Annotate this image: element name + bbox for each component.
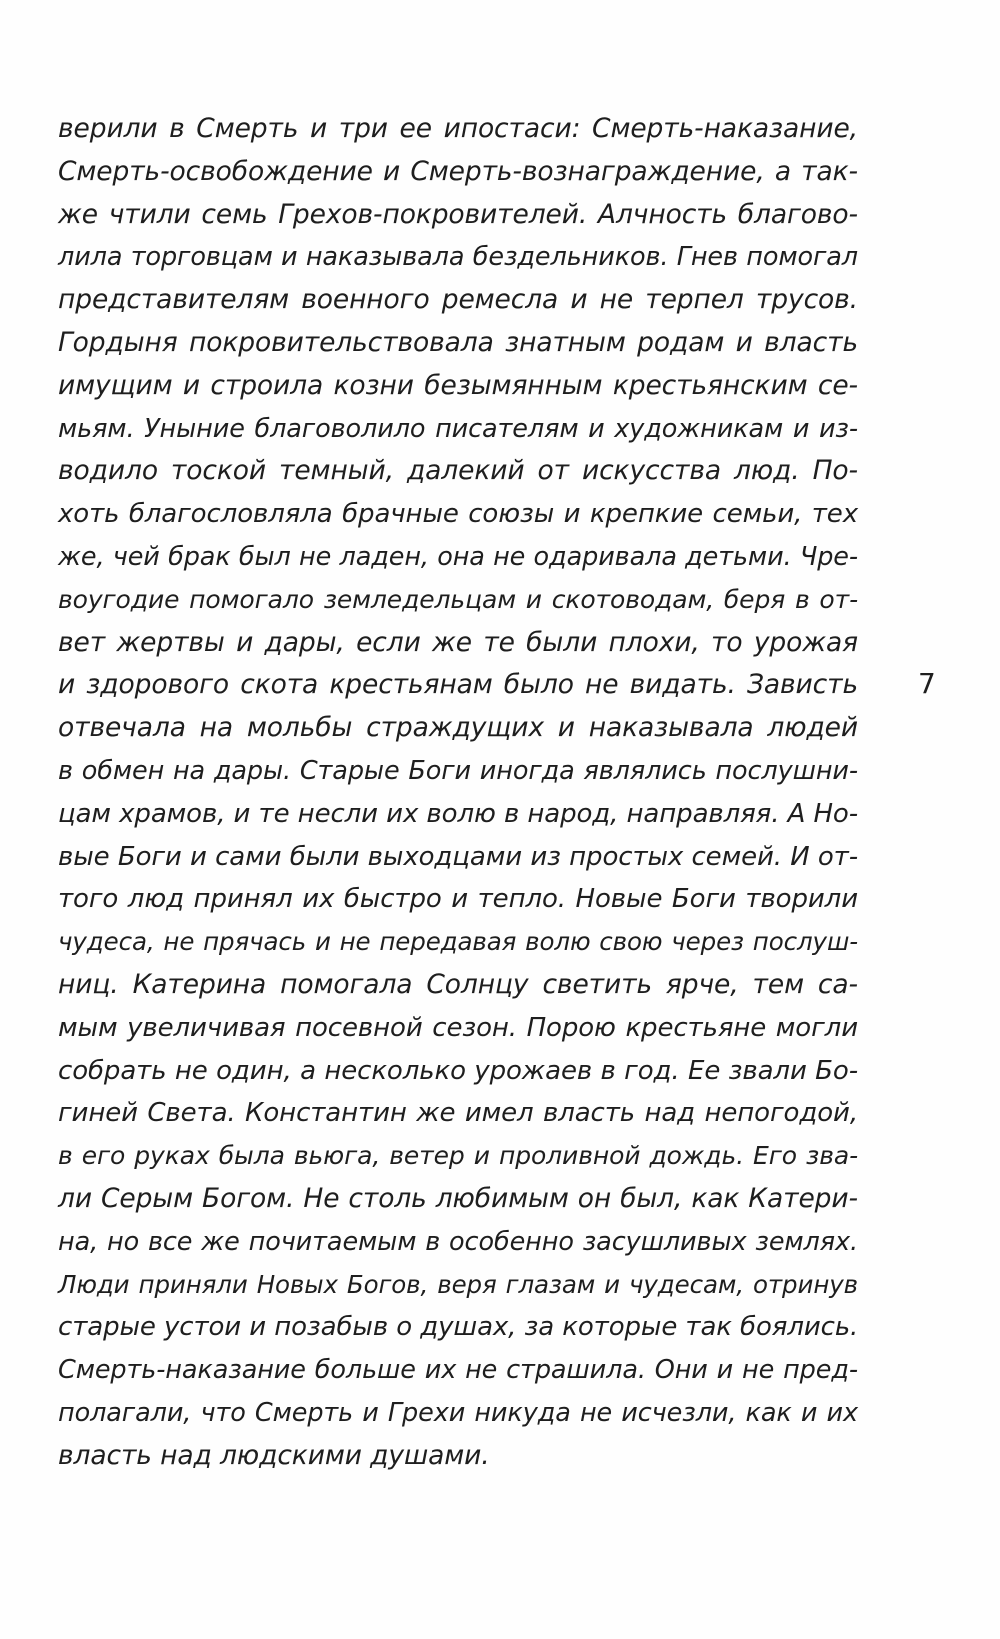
text-line: в обмен на дары. Старые Боги иногда являлись послушни- [58, 755, 858, 786]
text-line: Смерть-наказание больше их не страшила. Они и не пред- [58, 1355, 858, 1386]
text-line: власть над людскими душами. [58, 1439, 490, 1471]
text-line: имущим и строила козни безымянным крестьянским се- [58, 369, 858, 401]
text-line: цам храмов, и те несли их волю в народ, направляя. А Но- [58, 798, 858, 829]
text-line: старые устои и позабыв о душах, за которые так боялись. [58, 1312, 859, 1343]
text-line: отвечала на мольбы страждущих и наказывала людей [58, 712, 858, 744]
text-line: в его руках была вьюга, ветер и проливной дождь. Его зва- [58, 1141, 858, 1171]
text-line: водило тоской темный, далекий от искусства люд. По- [58, 455, 858, 487]
text-line: воугодие помогало земледельцам и скотоводам, беря в от- [58, 584, 858, 614]
page-number: 7 [918, 667, 936, 700]
text-line: Смерть-освобождение и Смерть-вознаграждение, а так- [58, 155, 858, 187]
text-line: представителям военного ремесла и не терпел трусов. [58, 284, 858, 316]
text-line: и здорового скота крестьянам было не видать. Зависть [58, 669, 858, 701]
text-line: хоть благословляла брачные союзы и крепкие семьи, тех [58, 499, 858, 530]
text-line: Люди приняли Новых Богов, веря глазам и чудесам, отринув [58, 1269, 858, 1299]
text-line: лила торговцам и наказывала бездельников. Гнев помогал [58, 242, 858, 273]
text-line: же, чей брак был не ладен, она не одаривала детьми. Чре- [58, 541, 858, 572]
text-line: вые Боги и сами были выходцами из простых семей. И от- [58, 841, 858, 872]
body-text [58, 108, 858, 1478]
text-line: гиней Света. Константин же имел власть над непогодой, [58, 1098, 858, 1129]
text-line: Гордыня покровительствовала знатным родам и власть [58, 326, 858, 358]
text-line: ниц. Катерина помогала Солнцу светить ярче, тем са- [58, 968, 858, 1000]
text-line: верили в Смерть и три ее ипостаси: Смерть-наказание, [58, 113, 858, 144]
text-line: того люд принял их быстро и тепло. Новые Боги творили [58, 884, 858, 915]
text-line: полагали, что Смерть и Грехи никуда не исчезли, как и их [58, 1397, 858, 1428]
text-line: же чтили семь Грехов-покровителей. Алчность благово- [58, 198, 858, 230]
text-line: собрать не один, а несколько урожаев в год. Ее звали Бо- [58, 1055, 858, 1086]
text-line: на, но все же почитаемым в особенно засушливых землях. [58, 1226, 858, 1257]
text-line: вет жертвы и дары, если же те были плохи, то урожая [58, 626, 858, 658]
text-line: мьям. Уныние благоволило писателям и художникам и из- [58, 413, 858, 444]
text-line: ли Серым Богом. Не столь любимым он был, как Катери- [58, 1182, 858, 1214]
text-line: мым увеличивая посевной сезон. Порою крестьяне могли [58, 1012, 858, 1043]
text-line: чудеса, не прячась и не передавая волю свою через послуш- [58, 927, 858, 957]
